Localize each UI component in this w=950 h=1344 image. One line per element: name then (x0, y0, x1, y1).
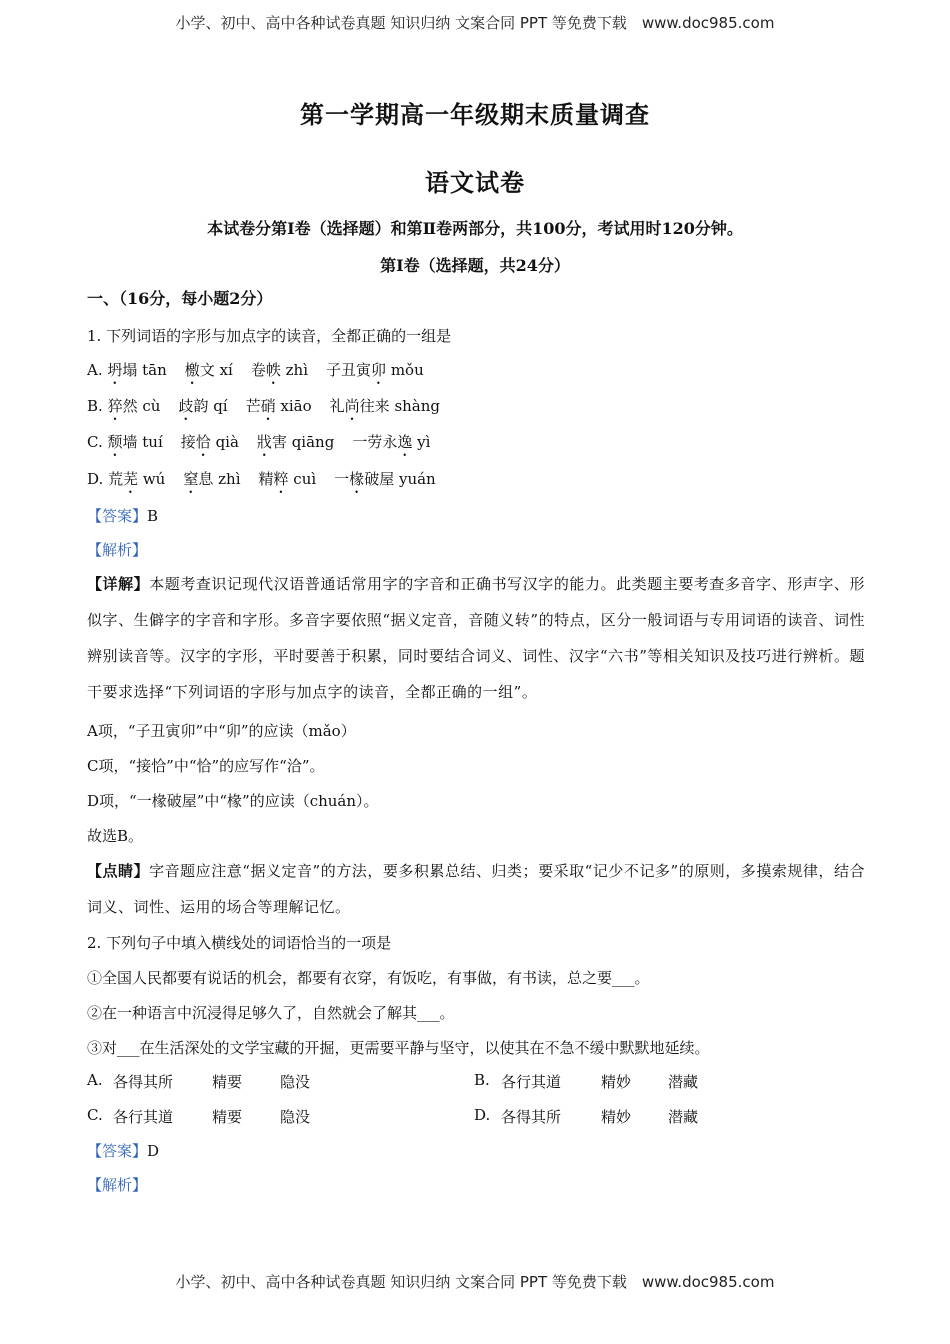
q2-stem: 2. 下列句子中填入横线处的词语恰当的一项是 (87, 934, 392, 952)
q2-option-d-w2: 精妙 (601, 1108, 632, 1126)
q1-stem: 1. 下列词语的字形与加点字的读音，全都正确的一组是 (87, 327, 452, 345)
q2-option-b-w1: 各行其道 (501, 1073, 562, 1091)
q2-option-a-w3: 隐没 (280, 1073, 311, 1091)
document-title: 第一学期高一年级期末质量调查 (300, 100, 650, 129)
q2-analysis-tag: 【解析】 (87, 1176, 148, 1194)
q2-option-d-w3: 潜藏 (668, 1108, 699, 1126)
q2-sentence-2: ②在一种语言中沉浸得足够久了，自然就会了解其___。 (87, 1004, 455, 1022)
q1-option-d: D. 荒芜 wú 窒息 zhì 精粹 cuì 一椽破屋 yuán (87, 470, 436, 488)
q2-option-d-label: D. (474, 1106, 491, 1124)
q2-option-d-w1: 各得其所 (501, 1108, 562, 1126)
q1-note-c: C项，“接恰”中“恰”的应写作“洽”。 (87, 757, 325, 775)
q1-option-b: B. 猝然 cù 歧韵 qí 芒硝 xiāo 礼尚往来 shàng (87, 397, 441, 415)
part-heading: 第Ⅰ卷（选择题，共24分） (380, 256, 570, 275)
q2-option-a-w1: 各得其所 (113, 1073, 174, 1091)
answer-tag: 【答案】 (87, 507, 148, 525)
q2-option-b-w3: 潜藏 (668, 1073, 699, 1091)
q1-answer (87, 506, 158, 526)
answer-value: B (147, 507, 159, 525)
bottom-banner: 小学、初中、高中各种试卷真题 知识归纳 文案合同 PPT 等免费下载 www.doc985.com (175, 1273, 775, 1291)
q2-option-a-label: A. (87, 1071, 103, 1089)
q1-note-a: A项，“子丑寅卯”中“卯”的应读（mǎo） (87, 722, 356, 740)
q2-answer (87, 1141, 159, 1161)
q2-option-c-w1: 各行其道 (113, 1108, 174, 1126)
section-heading: 一、（16分，每小题2分） (87, 289, 273, 308)
q2-option-b-label: B. (474, 1071, 490, 1089)
q1-conclusion: 故选B。 (87, 827, 144, 845)
q1-analysis-tag: 【解析】 (87, 541, 148, 559)
answer-tag: 【答案】 (87, 1142, 148, 1160)
q2-option-a-w2: 精要 (212, 1073, 243, 1091)
q1-option-a: A. 坍塌 tān 檄文 xí 卷帙 zhì 子丑寅卯 mǒu (87, 361, 424, 379)
q2-sentence-1: ①全国人民都要有说话的机会，都要有衣穿，有饭吃，有事做，有书读，总之要___。 (87, 969, 650, 987)
q2-option-c-label: C. (87, 1106, 103, 1124)
q1-detail: 【详解】本题考查识记现代汉语普通话常用字的字音和正确书写汉字的能力。此类题主要考查多音字、形声字、形似字、生僻字的字音和字形。多音字要依照“据义定音，音随义转”的特点，区分一般词语与专用词语的读音、词性辨别读音等。汉字的字形，平时要善于积累，同时要结合词义、词性、汉字“六书”等相关知识及技巧进行辨析。题干要求选择“下列词语的字形与加点字的读音，全都正确的一组”。 (87, 575, 865, 701)
q2-option-c-w3: 隐没 (280, 1108, 311, 1126)
q2-option-c-w2: 精要 (212, 1108, 243, 1126)
q1-option-c: C. 颓墙 tuí 接恰 qià 戕害 qiāng 一劳永逸 yì (87, 433, 431, 451)
q2-option-b-w2: 精妙 (601, 1073, 632, 1091)
q2-sentence-3: ③对___在生活深处的文学宝藏的开掘，更需要平静与坚守，以使其在不急不缓中默默地延续。 (87, 1039, 710, 1057)
top-banner: 小学、初中、高中各种试卷真题 知识归纳 文案合同 PPT 等免费下载 www.doc985.com (175, 14, 775, 32)
answer-value: D (147, 1142, 160, 1160)
exam-intro: 本试卷分第Ⅰ卷（选择题）和第Ⅱ卷两部分，共100分，考试用时120分钟。 (207, 219, 743, 238)
q1-note-d: D项，“一椽破屋”中“椽”的应读（chuán）。 (87, 792, 379, 810)
document-subtitle: 语文试卷 (425, 168, 525, 197)
q1-tip: 【点睛】字音题应注意“据义定音”的方法，要多积累总结、归类；要采取“记少不记多”的原则，多摸索规律，结合词义、词性、运用的场合等理解记忆。 (87, 862, 865, 916)
